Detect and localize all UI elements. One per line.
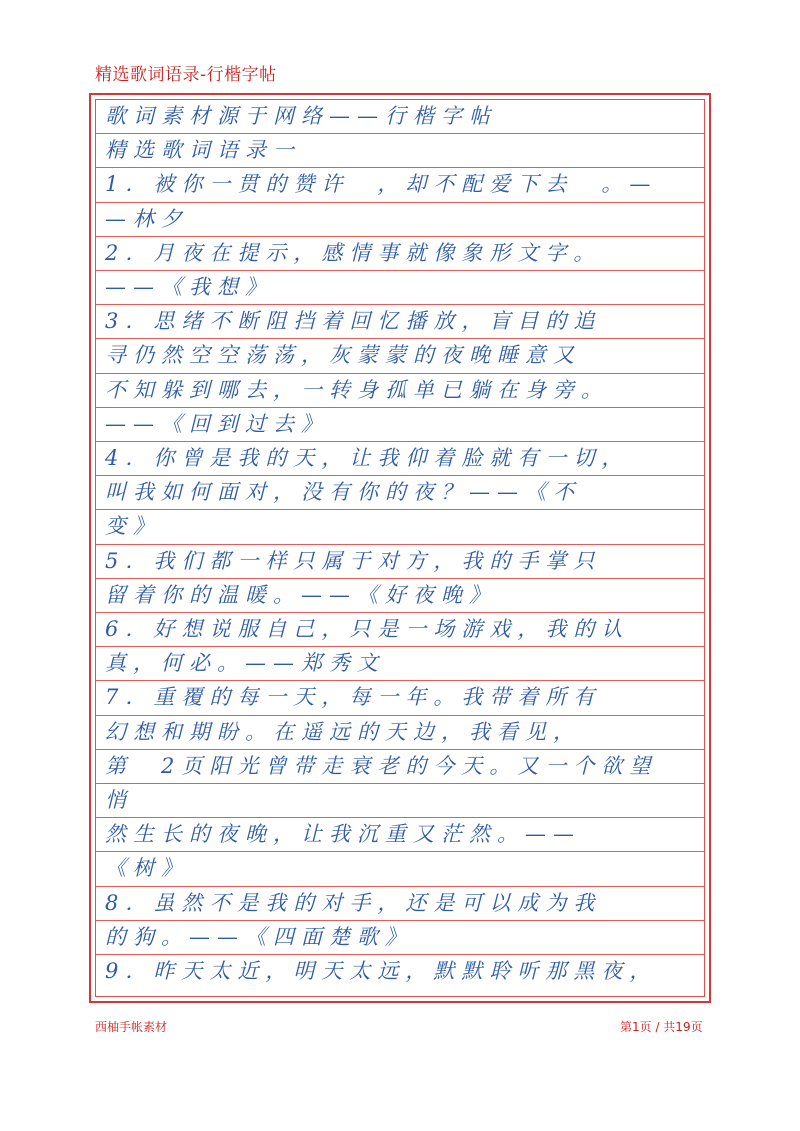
ruled-line: ——《我想》: [96, 271, 704, 305]
ruled-line: 悄: [96, 784, 704, 818]
ruled-line: 3．思绪不断阻挡着回忆播放，盲目的追: [96, 305, 704, 339]
ruled-line: 真，何必。——郑秀文: [96, 647, 704, 681]
page-indicator: 第1页 / 共19页: [620, 1020, 703, 1034]
ruled-line: 4．你曾是我的天，让我仰着脸就有一切，: [96, 442, 704, 476]
page-title: 精选歌词语录-行楷字帖: [95, 65, 277, 85]
ruled-area: [95, 99, 705, 997]
ruled-line: 7．重覆的每一天，每一年。我带着所有: [96, 681, 704, 715]
ruled-line: 2．月夜在提示，感情事就像象形文字。: [96, 237, 704, 271]
ruled-line: 变》: [96, 510, 704, 544]
ruled-line: 《树》: [96, 852, 704, 886]
ruled-line: 歌词素材源于网络——行楷字帖: [96, 100, 704, 134]
ruled-line: 8．虽然不是我的对手，还是可以成为我: [96, 887, 704, 921]
ruled-line: 不知躲到哪去，一转身孤单已躺在身旁。: [96, 374, 704, 408]
ruled-line: ——《回到过去》: [96, 408, 704, 442]
ruled-line: 然生长的夜晚，让我沉重又茫然。——: [96, 818, 704, 852]
ruled-line: 第 2页阳光曾带走衰老的今天。又一个欲望: [96, 750, 704, 784]
ruled-line: 精选歌词语录一: [96, 134, 704, 168]
ruled-line: 5．我们都一样只属于对方，我的手掌只: [96, 545, 704, 579]
ruled-line: —林夕: [96, 203, 704, 237]
ruled-line: 9．昨天太近，明天太远，默默聆听那黑夜，: [105, 959, 658, 983]
ruled-line: 1．被你一贯的赞许 ，却不配爱下去 。—: [96, 168, 704, 202]
ruled-line: 寻仍然空空荡荡，灰蒙蒙的夜晚睡意又: [96, 339, 704, 373]
ruled-line: 留着你的温暖。——《好夜晚》: [96, 579, 704, 613]
ruled-line: 6．好想说服自己，只是一场游戏，我的认: [96, 613, 704, 647]
footer-source: 西柚手帐素材: [95, 1020, 168, 1034]
copybook-sheet: [89, 93, 711, 1003]
ruled-line: 幻想和期盼。在遥远的天边，我看见，: [96, 716, 704, 750]
ruled-line: 的狗。——《四面楚歌》: [96, 921, 704, 955]
ruled-line: 叫我如何面对，没有你的夜？——《不: [96, 476, 704, 510]
